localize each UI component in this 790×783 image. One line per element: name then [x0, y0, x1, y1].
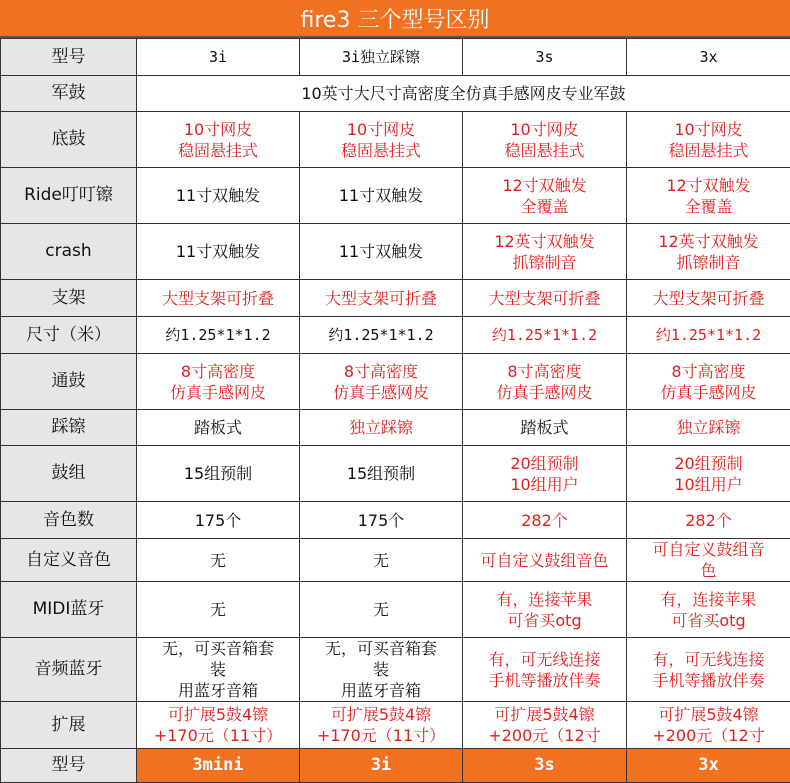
header-model-1: 3i	[137, 39, 300, 76]
header-model-2: 3i独立踩镲	[300, 39, 463, 76]
table-cell: 可自定义鼓组音 色	[627, 539, 790, 582]
table-row	[1, 539, 790, 582]
table-row	[1, 638, 790, 702]
table-cell: 10寸网皮 稳固悬挂式	[463, 112, 627, 168]
merged-cell: 10英寸大尺寸高密度全仿真手感网皮专业军鼓	[137, 76, 790, 112]
table-row	[1, 224, 790, 280]
row-label: crash	[1, 224, 137, 280]
table-cell: 可扩展5鼓4镲 +170元（11寸）	[137, 702, 300, 749]
row-label: Ride叮叮镲	[1, 168, 137, 224]
table-row	[1, 702, 790, 749]
table-cell: 282个	[463, 502, 627, 539]
table-cell: 大型支架可折叠	[463, 280, 627, 317]
table-cell: 可扩展5鼓4镲 +200元（12寸	[463, 702, 627, 749]
row-label: 尺寸（米）	[1, 317, 137, 354]
table-cell: 10寸网皮 稳固悬挂式	[137, 112, 300, 168]
table-cell: 无，可买音箱套 装 用蓝牙音箱	[300, 638, 463, 702]
table-cell: 约1.25*1*1.2	[300, 317, 463, 354]
footer-model-1: 3mini	[137, 749, 300, 783]
row-label: 扩展	[1, 702, 137, 749]
footer-model-4: 3x	[627, 749, 790, 783]
page-title: fire3 三个型号区别	[0, 0, 790, 38]
footer-model-2: 3i	[300, 749, 463, 783]
table-cell: 无	[137, 539, 300, 582]
table-cell: 8寸高密度 仿真手感网皮	[300, 354, 463, 410]
table-cell: 大型支架可折叠	[137, 280, 300, 317]
table-cell: 12英寸双触发 抓镲制音	[463, 224, 627, 280]
table-cell: 20组预制 10组用户	[463, 446, 627, 502]
row-label: 踩镲	[1, 410, 137, 446]
table-cell: 可扩展5鼓4镲 +200元（12寸	[627, 702, 790, 749]
table-row	[1, 112, 790, 168]
table-cell: 8寸高密度 仿真手感网皮	[627, 354, 790, 410]
table-cell: 大型支架可折叠	[627, 280, 790, 317]
table-cell: 10寸网皮 稳固悬挂式	[627, 112, 790, 168]
table-cell: 175个	[137, 502, 300, 539]
table-cell: 12寸双触发 全覆盖	[463, 168, 627, 224]
table-cell: 12英寸双触发 抓镲制音	[627, 224, 790, 280]
row-label: MIDI蓝牙	[1, 582, 137, 638]
table-cell: 无	[300, 539, 463, 582]
table-row	[1, 317, 790, 354]
header-model-3: 3s	[463, 39, 627, 76]
table-row	[1, 168, 790, 224]
table-cell: 有，可无线连接 手机等播放伴奏	[463, 638, 627, 702]
header-label: 型号	[1, 39, 137, 76]
row-label: 音频蓝牙	[1, 638, 137, 702]
table-row	[1, 582, 790, 638]
table-row	[1, 76, 790, 112]
table-row	[1, 280, 790, 317]
table-cell: 15组预制	[300, 446, 463, 502]
row-label: 军鼓	[1, 76, 137, 112]
table-row	[1, 502, 790, 539]
footer-row	[1, 749, 790, 783]
table-cell: 20组预制 10组用户	[627, 446, 790, 502]
table-cell: 有，可无线连接 手机等播放伴奏	[627, 638, 790, 702]
table-cell: 175个	[300, 502, 463, 539]
table-cell: 无	[137, 582, 300, 638]
table-cell: 282个	[627, 502, 790, 539]
table-cell: 约1.25*1*1.2	[137, 317, 300, 354]
table-cell: 踏板式	[137, 410, 300, 446]
table-cell: 15组预制	[137, 446, 300, 502]
table-cell: 12寸双触发 全覆盖	[627, 168, 790, 224]
table-cell: 无	[300, 582, 463, 638]
table-cell: 11寸双触发	[300, 224, 463, 280]
comparison-table	[0, 38, 790, 783]
header-row	[1, 39, 790, 76]
table-row	[1, 410, 790, 446]
table-cell: 8寸高密度 仿真手感网皮	[137, 354, 300, 410]
table-row	[1, 354, 790, 410]
table-cell: 有，连接苹果 可省买otg	[627, 582, 790, 638]
table-cell: 可扩展5鼓4镲 +170元（11寸）	[300, 702, 463, 749]
header-model-4: 3x	[627, 39, 790, 76]
table-cell: 无，可买音箱套 装 用蓝牙音箱	[137, 638, 300, 702]
table-cell: 10寸网皮 稳固悬挂式	[300, 112, 463, 168]
table-row	[1, 446, 790, 502]
row-label: 通鼓	[1, 354, 137, 410]
row-label: 自定义音色	[1, 539, 137, 582]
table-cell: 大型支架可折叠	[300, 280, 463, 317]
row-label: 鼓组	[1, 446, 137, 502]
table-cell: 踏板式	[463, 410, 627, 446]
table-cell: 有，连接苹果 可省买otg	[463, 582, 627, 638]
table-cell: 8寸高密度 仿真手感网皮	[463, 354, 627, 410]
row-label: 音色数	[1, 502, 137, 539]
table-cell: 独立踩镲	[300, 410, 463, 446]
footer-model-3: 3s	[463, 749, 627, 783]
table-cell: 可自定义鼓组音色	[463, 539, 627, 582]
table-cell: 独立踩镲	[627, 410, 790, 446]
table-cell: 11寸双触发	[137, 224, 300, 280]
table-cell: 11寸双触发	[300, 168, 463, 224]
table-cell: 约1.25*1*1.2	[463, 317, 627, 354]
table-cell: 约1.25*1*1.2	[627, 317, 790, 354]
row-label: 支架	[1, 280, 137, 317]
footer-label: 型号	[1, 749, 137, 783]
table-cell: 11寸双触发	[137, 168, 300, 224]
row-label: 底鼓	[1, 112, 137, 168]
